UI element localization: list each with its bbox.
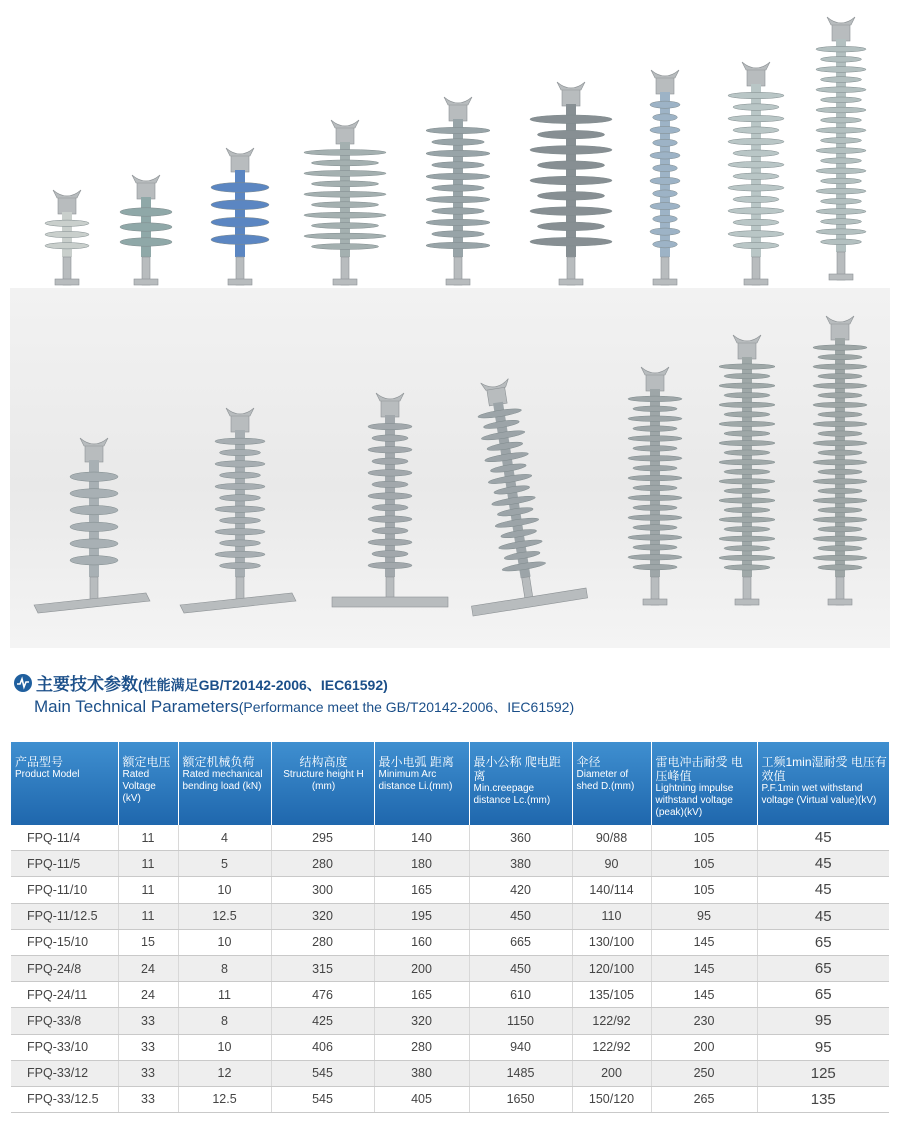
- table-cell: 33: [118, 1086, 178, 1112]
- table-cell: 11: [118, 825, 178, 851]
- table-row: [11, 1086, 889, 1112]
- cell-model: FPQ-11/10: [11, 877, 118, 903]
- table-cell: 122/92: [572, 1008, 651, 1034]
- table-cell: 940: [469, 1034, 572, 1060]
- table-cell: 425: [271, 1008, 374, 1034]
- table-cell: 10: [178, 877, 271, 903]
- table-cell: 33: [118, 1008, 178, 1034]
- table-row: [11, 955, 889, 981]
- table-cell: 45: [757, 903, 889, 929]
- table-cell: 24: [118, 955, 178, 981]
- table-cell: 300: [271, 877, 374, 903]
- table-row: [11, 877, 889, 903]
- table-cell: 11: [118, 903, 178, 929]
- header-pf-wet-withstand: 工频1min湿耐受 电压有效值 P.F.1min wet withstand voltage (Virtual value)(kV): [757, 742, 889, 825]
- header-product-model: 产品型号 Product Model: [11, 742, 118, 825]
- table-cell: 95: [651, 903, 757, 929]
- table-cell: 105: [651, 851, 757, 877]
- table-cell: 12.5: [178, 903, 271, 929]
- table-cell: 315: [271, 955, 374, 981]
- header-lightning-impulse: 雷电冲击耐受 电压峰值 Lightning impulse withstand voltage (peak)(kV): [651, 742, 757, 825]
- cell-model: FPQ-33/12: [11, 1060, 118, 1086]
- table-cell: 320: [374, 1008, 469, 1034]
- table-cell: 95: [757, 1034, 889, 1060]
- table-cell: 665: [469, 929, 572, 955]
- table-cell: 450: [469, 955, 572, 981]
- table-cell: 8: [178, 1008, 271, 1034]
- table-cell: 135: [757, 1086, 889, 1112]
- table-cell: 295: [271, 825, 374, 851]
- header-mechanical-load: 额定机械负荷 Rated mechanical bending load (kN): [178, 742, 271, 825]
- table-cell: 320: [271, 903, 374, 929]
- table-cell: 11: [118, 877, 178, 903]
- table-cell: 105: [651, 877, 757, 903]
- table-cell: 145: [651, 955, 757, 981]
- table-cell: 8: [178, 955, 271, 981]
- table-cell: 33: [118, 1060, 178, 1086]
- heading-en-title: Main Technical Parameters: [34, 697, 239, 716]
- table-cell: 405: [374, 1086, 469, 1112]
- table-cell: 10: [178, 1034, 271, 1060]
- table-row: [11, 1008, 889, 1034]
- table-cell: 280: [271, 851, 374, 877]
- table-cell: 545: [271, 1086, 374, 1112]
- cell-model: FPQ-11/12.5: [11, 903, 118, 929]
- table-cell: 420: [469, 877, 572, 903]
- table-cell: 406: [271, 1034, 374, 1060]
- cell-model: FPQ-24/11: [11, 982, 118, 1008]
- table-cell: 145: [651, 982, 757, 1008]
- heading-cn-note: (性能满足GB/T20142-2006、IEC61592): [138, 677, 388, 693]
- table-cell: 110: [572, 903, 651, 929]
- table-cell: 125: [757, 1060, 889, 1086]
- table-cell: 1650: [469, 1086, 572, 1112]
- table-cell: 150/120: [572, 1086, 651, 1112]
- table-cell: 90: [572, 851, 651, 877]
- table-cell: 5: [178, 851, 271, 877]
- table-cell: 95: [757, 1008, 889, 1034]
- table-cell: 165: [374, 877, 469, 903]
- cell-model: FPQ-33/12.5: [11, 1086, 118, 1112]
- table-row: [11, 982, 889, 1008]
- table-cell: 610: [469, 982, 572, 1008]
- table-cell: 24: [118, 982, 178, 1008]
- table-cell: 265: [651, 1086, 757, 1112]
- heading-en-note: (Performance meet the GB/T20142-2006、IEC61592): [238, 699, 575, 715]
- table-cell: 160: [374, 929, 469, 955]
- table-cell: 11: [118, 851, 178, 877]
- table-cell: 250: [651, 1060, 757, 1086]
- cell-model: FPQ-24/8: [11, 955, 118, 981]
- header-structure-height: 结构高度 Structure height H (mm): [271, 742, 374, 825]
- table-cell: 11: [178, 982, 271, 1008]
- header-shed-diameter: 伞径 Diameter of shed D.(mm): [572, 742, 651, 825]
- table-cell: 65: [757, 955, 889, 981]
- cell-model: FPQ-15/10: [11, 929, 118, 955]
- table-cell: 45: [757, 877, 889, 903]
- table-cell: 230: [651, 1008, 757, 1034]
- table-cell: 105: [651, 825, 757, 851]
- table-cell: 15: [118, 929, 178, 955]
- table-cell: 12.5: [178, 1086, 271, 1112]
- cell-model: FPQ-33/10: [11, 1034, 118, 1060]
- header-rated-voltage: 额定电压 Rated Voltage (kV): [118, 742, 178, 825]
- table-header-row: [11, 742, 889, 825]
- table-cell: 280: [271, 929, 374, 955]
- table-cell: 135/105: [572, 982, 651, 1008]
- table-cell: 90/88: [572, 825, 651, 851]
- table-cell: 145: [651, 929, 757, 955]
- table-cell: 122/92: [572, 1034, 651, 1060]
- table-cell: 180: [374, 851, 469, 877]
- table-cell: 545: [271, 1060, 374, 1086]
- header-creepage-distance: 最小公称 爬电距离 Min.creepage distance Lc.(mm): [469, 742, 572, 825]
- table-cell: 360: [469, 825, 572, 851]
- table-cell: 12: [178, 1060, 271, 1086]
- table-cell: 200: [651, 1034, 757, 1060]
- table-cell: 195: [374, 903, 469, 929]
- table-cell: 120/100: [572, 955, 651, 981]
- table-row: [11, 1034, 889, 1060]
- table-cell: 450: [469, 903, 572, 929]
- heading-cn-title: 主要技术参数: [36, 675, 138, 694]
- table-cell: 280: [374, 1034, 469, 1060]
- table-cell: 130/100: [572, 929, 651, 955]
- cell-model: FPQ-33/8: [11, 1008, 118, 1034]
- table-row: [11, 929, 889, 955]
- table-cell: 380: [469, 851, 572, 877]
- parameters-table: [11, 742, 889, 1113]
- cell-model: FPQ-11/4: [11, 825, 118, 851]
- table-cell: 200: [572, 1060, 651, 1086]
- table-cell: 33: [118, 1034, 178, 1060]
- heading-cn: [36, 670, 388, 695]
- table-row: [11, 851, 889, 877]
- table-cell: 140: [374, 825, 469, 851]
- table-cell: 476: [271, 982, 374, 1008]
- table-cell: 380: [374, 1060, 469, 1086]
- table-row: [11, 1060, 889, 1086]
- header-arc-distance: 最小电弧 距离 Minimum Arc distance Li.(mm): [374, 742, 469, 825]
- cell-model: FPQ-11/5: [11, 851, 118, 877]
- table-cell: 1485: [469, 1060, 572, 1086]
- table-row: [11, 825, 889, 851]
- table-cell: 140/114: [572, 877, 651, 903]
- table-row: [11, 903, 889, 929]
- table-cell: 10: [178, 929, 271, 955]
- table-cell: 45: [757, 851, 889, 877]
- table-cell: 1150: [469, 1008, 572, 1034]
- table-cell: 165: [374, 982, 469, 1008]
- waveform-icon: [14, 674, 32, 692]
- table-cell: 45: [757, 825, 889, 851]
- heading-en: [34, 697, 574, 717]
- table-cell: 65: [757, 929, 889, 955]
- table-cell: 200: [374, 955, 469, 981]
- table-cell: 65: [757, 982, 889, 1008]
- table-cell: 4: [178, 825, 271, 851]
